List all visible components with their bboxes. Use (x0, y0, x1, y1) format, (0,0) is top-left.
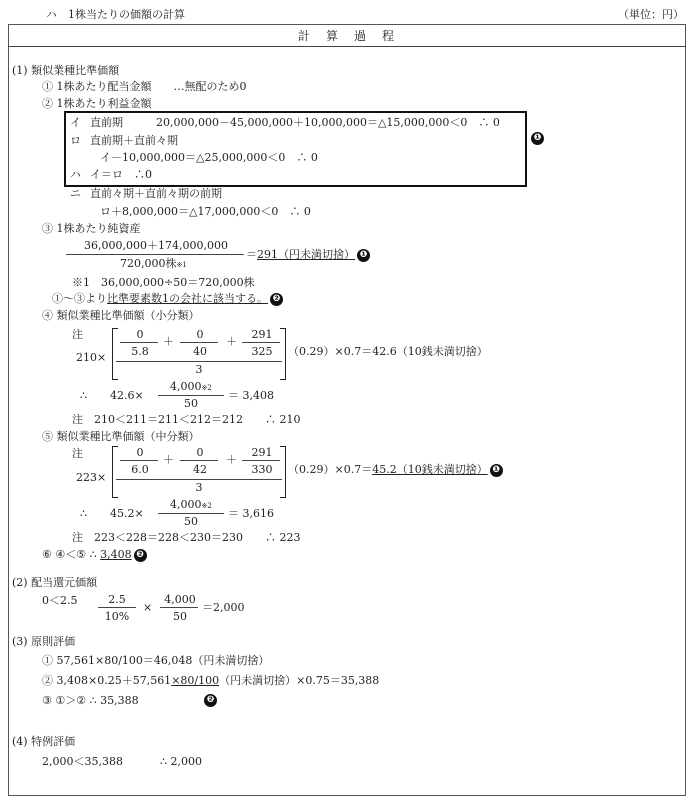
calc4-d1: 5.8 (131, 345, 149, 358)
calc5-f-num: 4,000 (170, 498, 202, 511)
calc5-div: 3 (195, 481, 203, 494)
calc5-d1: 6.0 (131, 463, 149, 476)
s2-cond: 0＜2.5 (42, 594, 78, 607)
calc5-main-bar (116, 479, 282, 480)
calc5-suffix: 45.2（10銭未満切捨） (372, 463, 488, 476)
i-text: 直前期 20,000,000－45,000,000＋10,000,000＝△15,000,000＜0 ∴ 0 (90, 116, 500, 129)
calc5-n1: 0 (136, 446, 144, 459)
s1-heading: (1) 類似業種比準価額 (12, 64, 120, 77)
s4-line1: 2,000＜35,388 (42, 755, 123, 768)
note-1: ※1 36,000,000÷50＝720,000株 (72, 276, 255, 289)
nav-heading: ③ 1株あたり純資産 (42, 222, 141, 235)
s2-den1: 10% (104, 610, 130, 623)
calc5-note-line: 注 223＜228＝228＜230＝230 ∴ 223 (72, 531, 301, 544)
s3-heading: (3) 原則評価 (12, 635, 76, 648)
unit-label: （単位：円） (618, 8, 684, 21)
calc4-prefix: 210× (76, 351, 107, 364)
mark-one: ❶ (531, 132, 544, 145)
calc4-main-bar (116, 361, 282, 362)
calc4-bar3 (242, 342, 280, 343)
calc5-f-result: ＝ 3,616 (228, 507, 274, 520)
ro-calc: イ－10,000,000＝△25,000,000＜0 ∴ 0 (100, 151, 318, 164)
calc5-prefix: 223× (76, 471, 107, 484)
s4-result: ∴ 2,000 (160, 755, 202, 768)
s2-result: ＝2,000 (202, 601, 245, 614)
calc5-bar2 (180, 460, 218, 461)
small-cat-heading: ④ 類似業種比準価額（小分類） (42, 309, 200, 322)
calc4-therefore: ∴ (80, 389, 87, 402)
calc4-d2: 40 (193, 345, 207, 358)
calc4-n2: 0 (196, 328, 204, 341)
calc4-plus2: ＋ (226, 335, 237, 348)
s2-heading: (2) 配当還元価額 (12, 576, 98, 589)
calc5-f-bar (158, 513, 224, 514)
s3-line1: ① 57,561×80/100＝46,048（円未満切捨） (42, 654, 270, 667)
ni-calc: ロ＋8,000,000＝△17,000,000＜0 ∴ 0 (100, 205, 311, 218)
s2-den2: 50 (173, 610, 187, 623)
nav-fraction-bar (66, 254, 244, 255)
calc5-f-val: 45.2× (110, 507, 144, 520)
ro-text: 直前期＋直前々期 (90, 134, 178, 147)
nav-denominator: 720,000株 (120, 257, 177, 270)
s4-heading: (4) 特例評価 (12, 735, 76, 748)
s3-line3: ③ ①＞② ∴ 35,388 (42, 694, 139, 707)
mark-two: ❷ (204, 694, 217, 707)
ro-label: ロ (70, 134, 81, 147)
header-divider (8, 46, 686, 47)
ni-text: 直前々期＋直前々期の前期 (90, 187, 222, 200)
section-title: 計 算 過 程 (297, 29, 396, 43)
i-label: イ (70, 116, 81, 129)
ha-label: ハ (70, 168, 81, 181)
calc5-note: 注 (72, 447, 83, 460)
calc5-d3: 330 (251, 463, 273, 476)
s2-num1: 2.5 (108, 593, 126, 606)
ha-text: イ＝ロ ∴0 (90, 168, 152, 181)
calc4-n1: 0 (136, 328, 144, 341)
conclusion: 比準要素数1の会社に該当する。 (107, 292, 268, 305)
calc4-note: 注 (72, 328, 83, 341)
calc4-f-note: ※2 (201, 384, 212, 392)
calc4-f-num: 4,000 (170, 380, 202, 393)
calc5-n3: 291 (251, 446, 273, 459)
ni-label: ニ (70, 187, 81, 200)
calc5-therefore: ∴ (80, 507, 87, 520)
calc4-suffix: （0.29）×0.7＝42.6（10銭未満切捨） (288, 345, 488, 358)
calc4-bar1 (120, 342, 158, 343)
s3-line2-post: （円未満切捨）×0.75＝35,388 (219, 674, 380, 687)
calc5-suffix-pre: （0.29）×0.7＝ (288, 463, 373, 476)
nav-numerator: 36,000,000＋174,000,000 (84, 239, 228, 252)
calc5-d2: 42 (193, 463, 207, 476)
dividend-line: ① 1株あたり配当金額 …無配のため0 (42, 80, 247, 93)
calc5-bar3 (242, 460, 280, 461)
calc5-plus2: ＋ (226, 453, 237, 466)
mark-one: ❶ (490, 464, 503, 477)
nav-den-note: ※1 (176, 261, 187, 269)
calc5-plus1: ＋ (163, 453, 174, 466)
s2-bar1 (98, 607, 136, 608)
comp-heading: ⑤ 類似業種比準価額（中分類） (42, 430, 200, 443)
calc4-d3: 325 (251, 345, 273, 358)
final-value: 3,408 (100, 548, 132, 561)
s3-line2-pre: ② 3,408×0.25＋57,561 (42, 674, 172, 687)
nav-result: 291（円未満切捨） (257, 248, 355, 261)
calc4-div: 3 (195, 363, 203, 376)
calc4-f-val: 42.6× (110, 389, 144, 402)
page-title: ハ 1株当たりの価額の計算 (46, 8, 185, 21)
s2-bar2 (160, 607, 198, 608)
calc5-f-note: ※2 (201, 502, 212, 510)
mark-two: ❷ (270, 293, 283, 306)
calc5-n2: 0 (196, 446, 204, 459)
profit-heading: ② 1株あたり利益金額 (42, 97, 152, 110)
conclusion-pre: ①～③より (52, 292, 107, 305)
mark-two: ❷ (134, 549, 147, 562)
mark-one: ❶ (357, 249, 370, 262)
calc4-f-result: ＝ 3,408 (228, 389, 274, 402)
calc4-n3: 291 (251, 328, 273, 341)
calc4-plus1: ＋ (163, 335, 174, 348)
s3-line2-u: ×80/100 (171, 674, 220, 687)
calc4-f-bar (158, 395, 224, 396)
final-label: ⑥ ④＜⑤ ∴ (42, 548, 97, 561)
nav-eq: ＝ (246, 248, 257, 261)
s2-num2: 4,000 (164, 593, 196, 606)
calc5-bar1 (120, 460, 158, 461)
s2-times: × (143, 601, 153, 614)
calc4-note-line: 注 210＜211＝211＜212＝212 ∴ 210 (72, 413, 301, 426)
calc5-f-den: 50 (184, 515, 198, 528)
calc4-f-den: 50 (184, 397, 198, 410)
calc4-bar2 (180, 342, 218, 343)
